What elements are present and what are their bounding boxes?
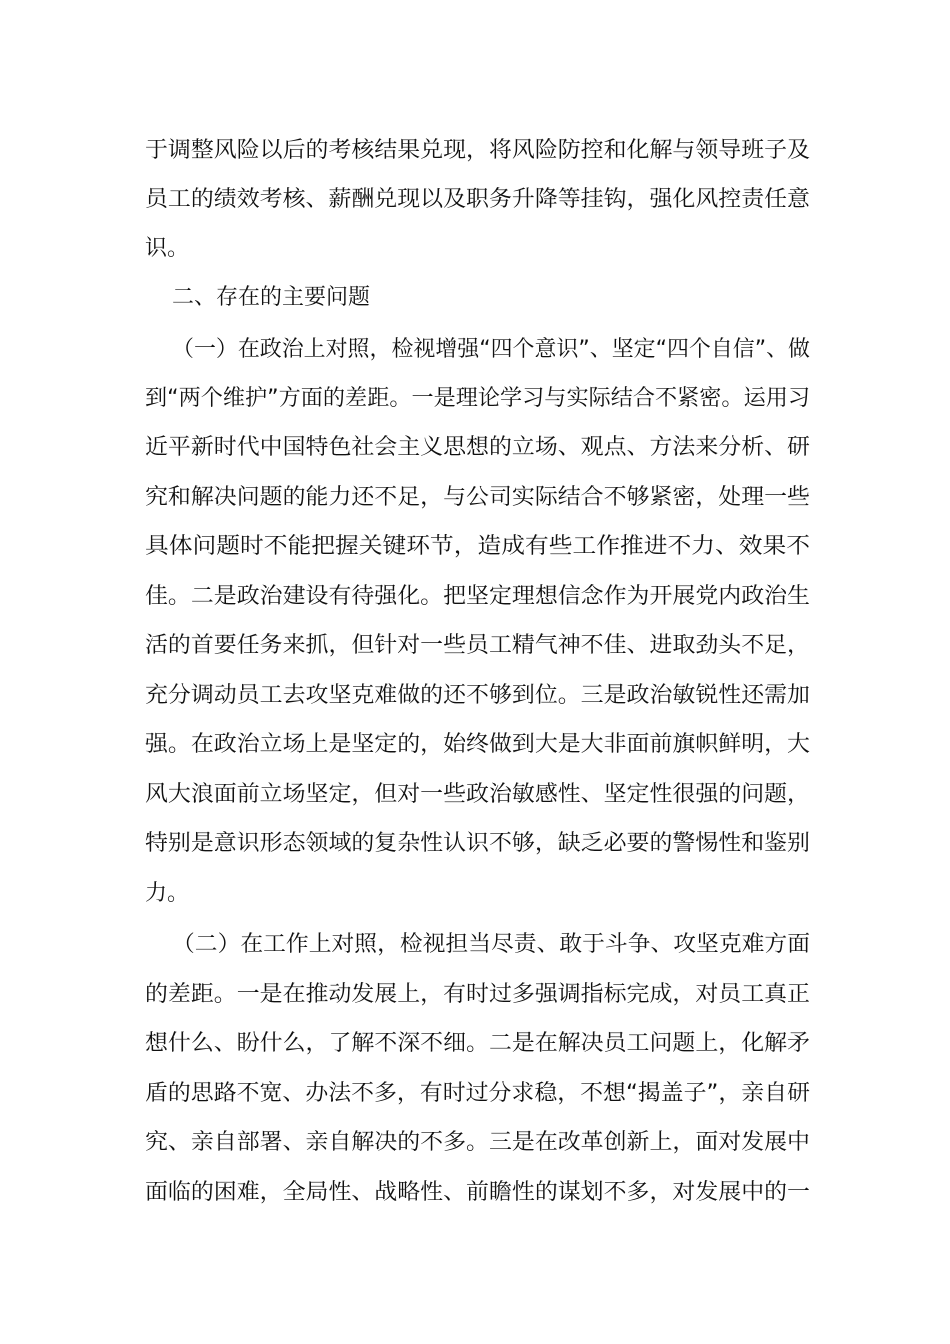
para3-line-3: 想什么、盼什么，了解不深不细。二是在解决员工问题上，化解矛 (145, 1031, 810, 1056)
para2-line-10: 风大浪面前立场坚定，但对一些政治敏感性、坚定性很强的问题， (145, 782, 810, 807)
para2-line-9: 强。在政治立场上是坚定的，始终做到大是大非面前旗帜鲜明，大 (145, 732, 810, 757)
para2-line-11: 特别是意识形态领域的复杂性认识不够，缺乏必要的警惕性和鉴别 (145, 831, 810, 856)
para2-line-5: 具体问题时不能把握关键环节，造成有些工作推进不力、效果不 (145, 534, 810, 559)
para2-line-3: 近平新时代中国特色社会主义思想的立场、观点、方法来分析、研 (145, 435, 810, 460)
para2-line-2: 到“两个维护”方面的差距。一是理论学习与实际结合不紧密。运用习 (145, 386, 810, 411)
para1-line-2: 员工的绩效考核、薪酬兑现以及职务升降等挂钩，强化风控责任意 (145, 187, 810, 212)
para3-line-1: （二）在工作上对照，检视担当尽责、敢于斗争、攻坚克难方面 (172, 932, 810, 957)
para3-line-6: 面临的困难，全局性、战略性、前瞻性的谋划不多，对发展中的一 (145, 1180, 810, 1205)
para2-line-12: 力。 (145, 881, 190, 906)
para1-line-1: 于调整风险以后的考核结果兑现，将风险防控和化解与领导班子及 (145, 138, 810, 163)
para2-line-7: 活的首要任务来抓，但针对一些员工精气神不佳、进取劲头不足， (145, 633, 810, 658)
para1-line-3: 识。 (145, 236, 190, 261)
para2-line-1: （一）在政治上对照，检视增强“四个意识”、坚定“四个自信”、做 (172, 337, 810, 362)
para3-line-2: 的差距。一是在推动发展上，有时过多强调指标完成，对员工真正 (145, 982, 810, 1007)
para3-line-4: 盾的思路不宽、办法不多，有时过分求稳，不想“揭盖子”，亲自研 (145, 1081, 810, 1106)
para2-line-4: 究和解决问题的能力还不足，与公司实际结合不够紧密，处理一些 (145, 485, 810, 510)
section-heading: 二、存在的主要问题 (172, 285, 371, 310)
para2-line-8: 充分调动员工去攻坚克难做的还不够到位。三是政治敏锐性还需加 (145, 683, 810, 708)
para2-line-6: 佳。二是政治建设有待强化。把坚定理想信念作为开展党内政治生 (145, 584, 810, 609)
para3-line-5: 究、亲自部署、亲自解决的不多。三是在改革创新上，面对发展中 (145, 1130, 810, 1155)
